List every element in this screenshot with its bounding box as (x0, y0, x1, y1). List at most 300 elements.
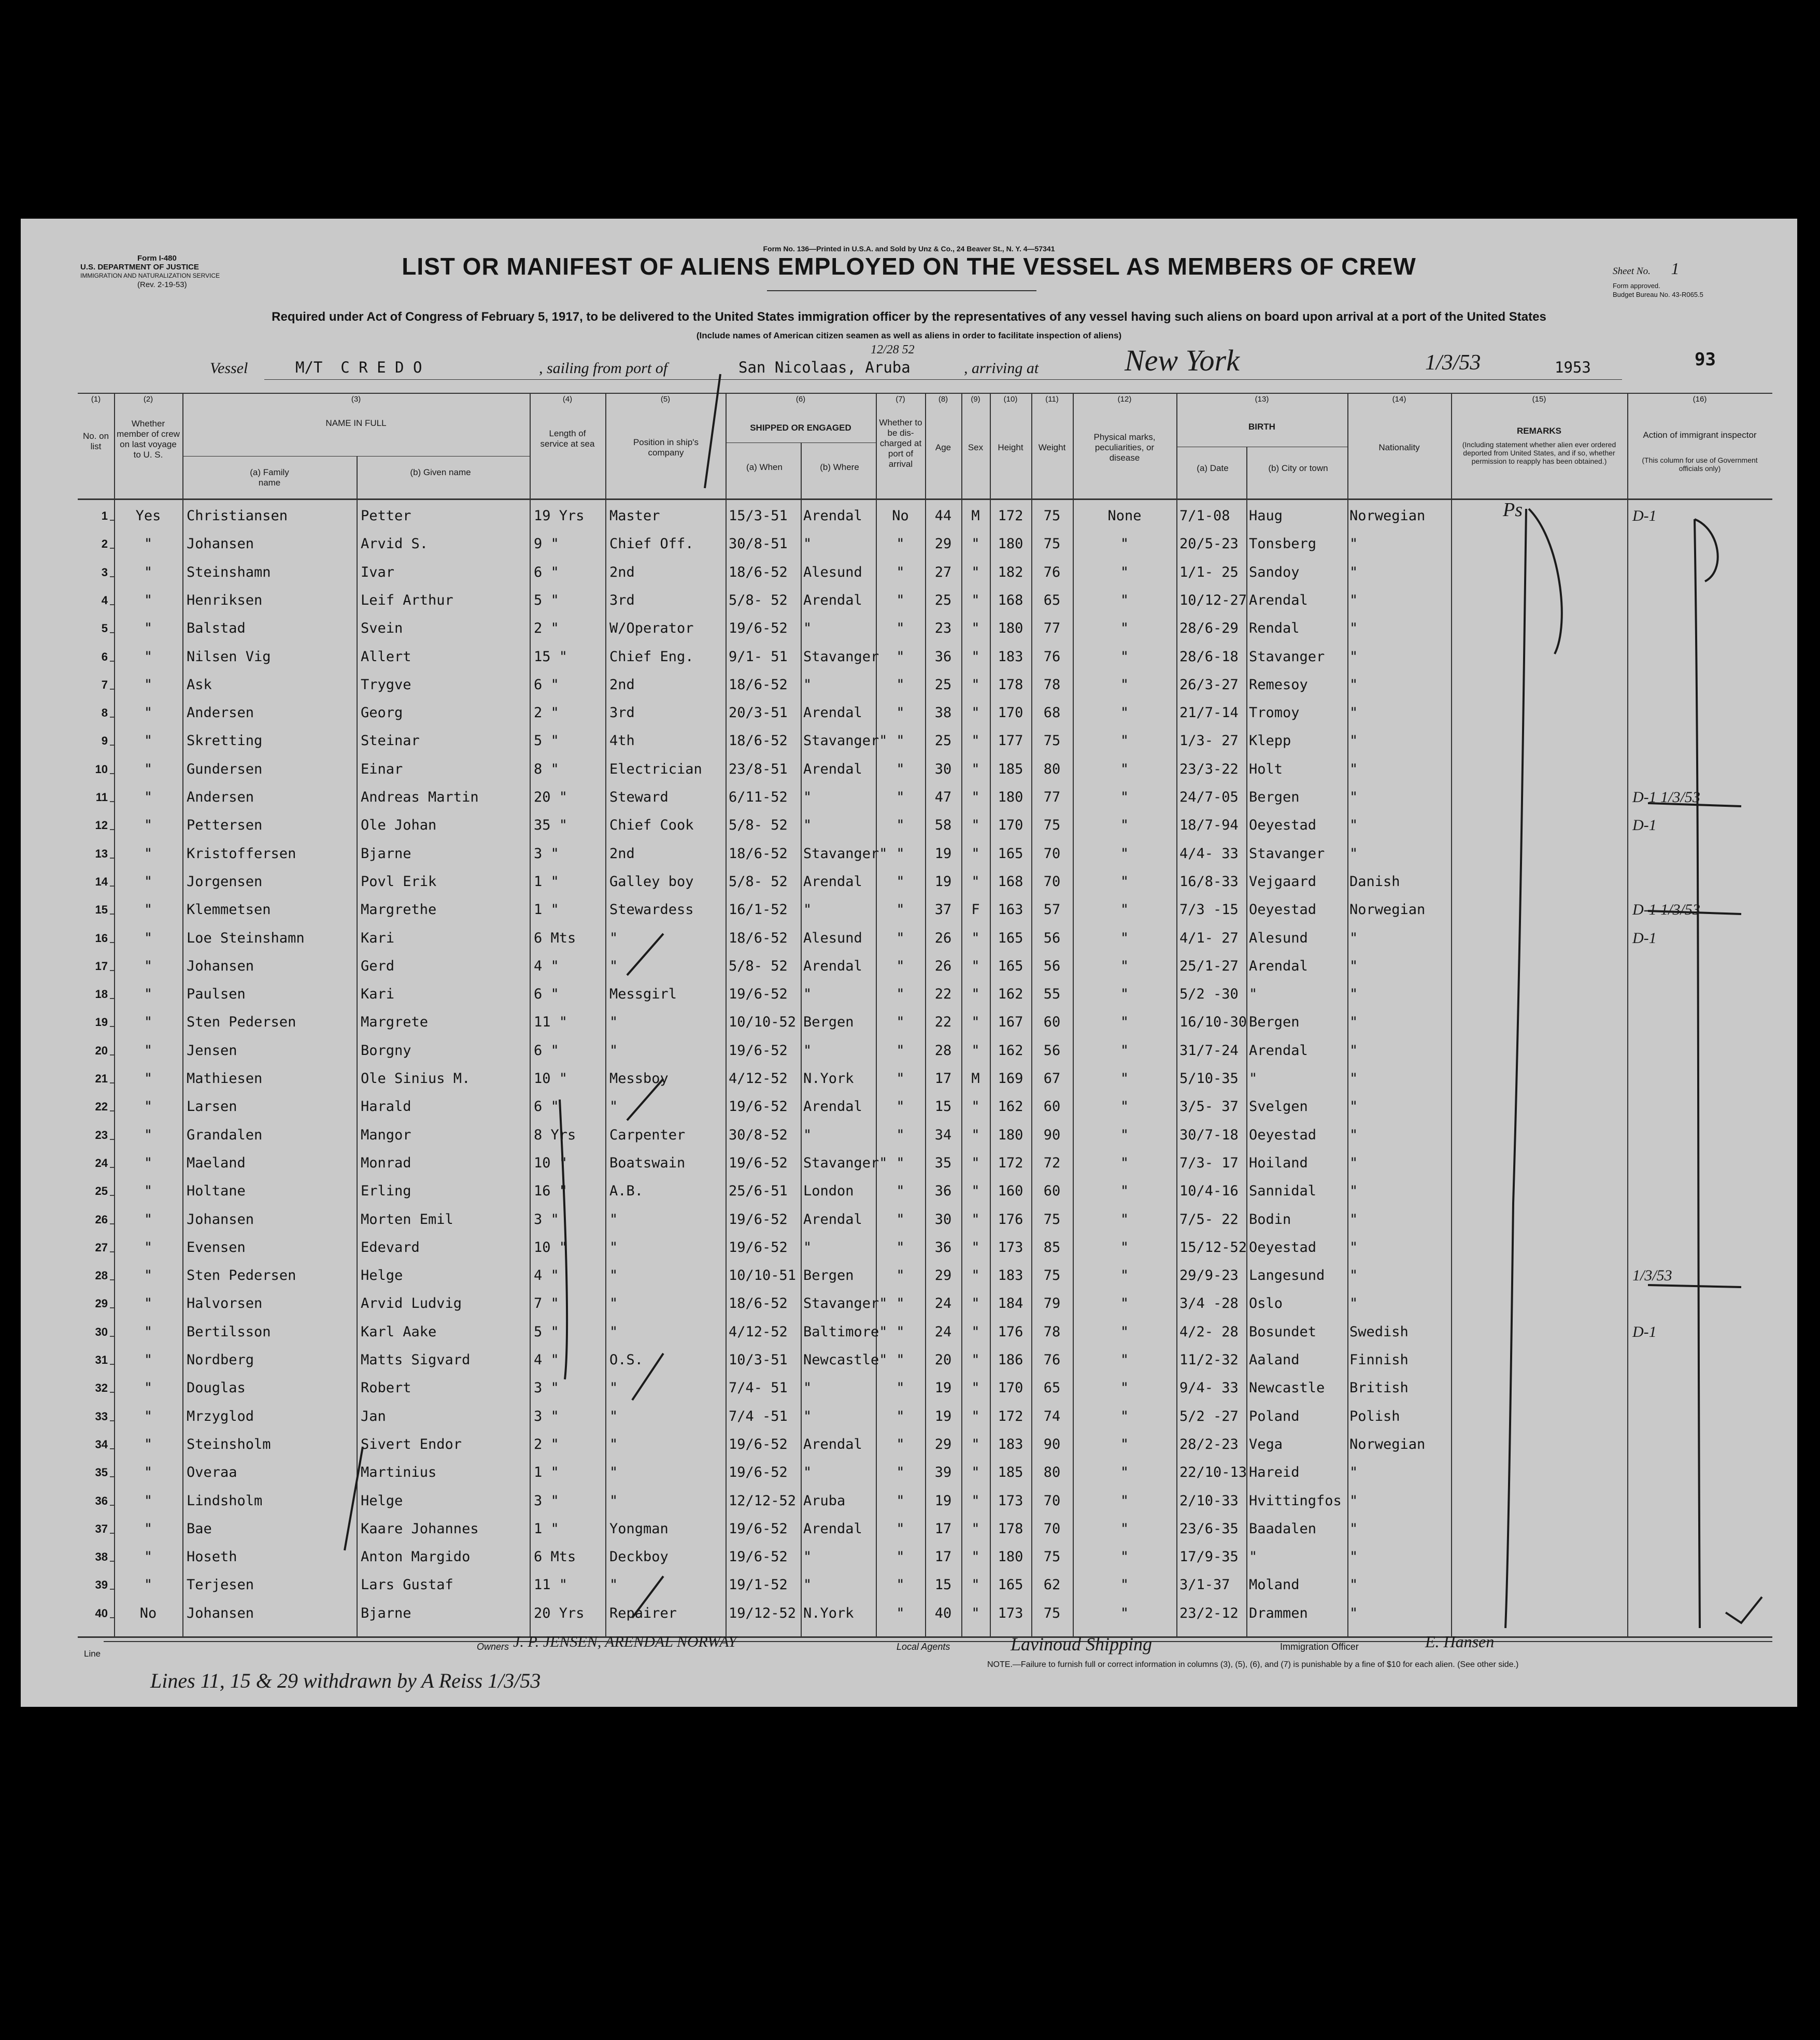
row-disch: " (896, 620, 905, 637)
row-height: 168 (998, 592, 1023, 608)
row-position: " (609, 958, 618, 974)
arriving-label: , arriving at (964, 360, 1039, 377)
strike-line (1648, 1285, 1741, 1287)
row-action: D-1 (1632, 1323, 1657, 1340)
row-where: Alesund (803, 564, 862, 580)
row-age: 36 (934, 1183, 952, 1200)
row-disch: " (896, 592, 905, 608)
row-last: " (144, 845, 153, 862)
row-weight: 78 (1043, 676, 1061, 693)
row-when: 19/6-52 (729, 1436, 788, 1452)
row-last: " (144, 761, 153, 777)
row-disch: " (896, 1549, 905, 1565)
row-given: Harald (361, 1099, 411, 1115)
row-height: 177 (998, 733, 1023, 749)
row-sex: " (971, 1211, 980, 1228)
row-given: Petter (361, 508, 411, 524)
row-btown: Bodin (1249, 1211, 1291, 1228)
row-height: 185 (998, 1464, 1023, 1481)
row-position: " (609, 1464, 618, 1481)
row-bdate: 4/1- 27 (1179, 930, 1239, 946)
col-num: (7) (895, 395, 905, 404)
row-btown: Sandoy (1249, 564, 1300, 580)
col-num: (5) (660, 395, 671, 404)
row-marks: " (1120, 592, 1129, 608)
row-family: Overaa (187, 1464, 237, 1481)
row-service: 6 Mts (534, 930, 576, 946)
row-given: Jan (361, 1408, 386, 1424)
row-disch: " (896, 1071, 905, 1087)
row-position: 2nd (609, 676, 635, 693)
row-where: London (803, 1183, 854, 1200)
row-service: 11 " (534, 1577, 568, 1593)
row-nat: " (1349, 1520, 1358, 1537)
row-position: " (609, 1099, 618, 1115)
row-number: 11 (95, 791, 108, 804)
row-sex: " (971, 1323, 980, 1340)
row-service: 4 " (534, 958, 559, 974)
row-weight: 90 (1043, 1436, 1061, 1452)
row-height: 173 (998, 1492, 1023, 1509)
row-marks: " (1120, 620, 1129, 637)
row-bdate: 20/5-23 (1179, 536, 1239, 552)
row-number: 14 (95, 875, 108, 888)
row-number: 26 (95, 1212, 108, 1226)
date-to: 1/3/53 (1425, 351, 1481, 375)
row-service: 15 " (534, 648, 568, 665)
form-subtitle: Required under Act of Congress of February 5, 1917, to be delivered to the United States immigration officer by the representatives of any vessel having such aliens on board upon arrival at a port of the United States (272, 310, 1546, 324)
port-to: New York (1125, 344, 1240, 377)
row-last: " (144, 873, 153, 890)
row-given: Anton Margido (361, 1549, 471, 1565)
row-bdate: 5/10-35 (1179, 1071, 1239, 1087)
row-nat: Polish (1349, 1408, 1400, 1424)
row-last: " (144, 1323, 153, 1340)
row-bdate: 4/2- 28 (1179, 1323, 1239, 1340)
officer-label: Immigration Officer (1280, 1642, 1359, 1652)
row-where: Aruba (803, 1492, 846, 1509)
row-last: " (144, 536, 153, 552)
row-btown: Arendal (1249, 958, 1308, 974)
row-sex: " (971, 930, 980, 946)
row-last: " (144, 1126, 153, 1143)
row-family: Nordberg (187, 1352, 254, 1368)
row-bdate: 7/3- 17 (1179, 1154, 1239, 1171)
port-from: San Nicolaas, Aruba (738, 359, 911, 376)
year: 1953 (1555, 359, 1591, 376)
row-age: 24 (934, 1323, 952, 1340)
row-nat: " (1349, 1126, 1358, 1143)
row-position: Chief Cook (609, 817, 694, 834)
row-nat: " (1349, 1267, 1358, 1284)
row-family: Jensen (187, 1042, 237, 1059)
row-nat: " (1349, 1492, 1358, 1509)
row-number: 37 (95, 1522, 108, 1535)
row-number: 29 (95, 1297, 108, 1310)
row-marks: " (1120, 1520, 1129, 1537)
row-weight: 65 (1043, 1380, 1061, 1396)
row-family: Andersen (187, 789, 254, 805)
row-weight: 68 (1043, 705, 1061, 721)
row-weight: 56 (1043, 958, 1061, 974)
row-family: Bae (187, 1520, 212, 1537)
remarks-bracket (1505, 509, 1526, 1628)
row-position: Stewardess (609, 902, 694, 918)
row-disch: " (896, 1099, 905, 1115)
stamp-number: 93 (1695, 349, 1716, 370)
row-nat: " (1349, 1549, 1358, 1565)
row-height: 182 (998, 564, 1023, 580)
header-remarks-note: (Including statement whether alien ever ordered deported from United States, and if so, whether permission to reapply has been obtained.) (1462, 440, 1616, 465)
row-number: 34 (95, 1437, 108, 1451)
row-sex: " (971, 733, 980, 749)
form-subtitle-note: (Include names of American citizen seamen as well as aliens in order to facilitate inspection of aliens) (696, 331, 1122, 340)
row-sex: " (971, 1183, 980, 1200)
row-family: Steinshamn (187, 564, 271, 580)
row-position: " (609, 1042, 618, 1059)
row-age: 47 (934, 789, 952, 805)
row-service: 4 " (534, 1267, 559, 1284)
row-family: Bertilsson (187, 1323, 271, 1340)
row-service: 5 " (534, 733, 559, 749)
row-service: 3 " (534, 1211, 559, 1228)
row-bdate: 3/5- 37 (1179, 1099, 1239, 1115)
row-where: N.York (803, 1071, 854, 1087)
row-family: Mathiesen (187, 1071, 263, 1087)
row-bdate: 10/12-27 (1179, 592, 1247, 608)
row-last: " (144, 705, 153, 721)
row-disch: " (896, 873, 905, 890)
row-bdate: 23/3-22 (1179, 761, 1239, 777)
row-bdate: 16/8-33 (1179, 873, 1239, 890)
row-height: 165 (998, 845, 1023, 862)
col-num: (13) (1255, 395, 1269, 404)
row-height: 170 (998, 817, 1023, 834)
row-sex: " (971, 676, 980, 693)
row-where: Arendal (803, 1099, 862, 1115)
row-age: 15 (934, 1577, 952, 1593)
row-family: Johansen (187, 958, 254, 974)
row-height: 180 (998, 1126, 1023, 1143)
header-nationality: Nationality (1378, 443, 1420, 452)
row-marks: " (1120, 1211, 1129, 1228)
row-when: 19/12-52 (729, 1605, 797, 1621)
row-btown: Alesund (1249, 930, 1308, 946)
row-nat: " (1349, 1042, 1358, 1059)
row-sex: " (971, 648, 980, 665)
row-given: Monrad (361, 1154, 411, 1171)
row-where: Arendal (803, 1436, 862, 1452)
row-btown: Oeyestad (1249, 817, 1317, 834)
row-marks: " (1120, 1436, 1129, 1452)
row-btown: Tromoy (1249, 705, 1300, 721)
header-physical-marks: Physical marks, peculiarities, or disease (1093, 432, 1156, 463)
row-sex: " (971, 1126, 980, 1143)
row-number: 40 (95, 1606, 108, 1620)
row-weight: 75 (1043, 1605, 1061, 1621)
row-weight: 60 (1043, 1099, 1061, 1115)
row-given: Andreas Martin (361, 789, 479, 805)
row-btown: Newcastle (1249, 1380, 1325, 1396)
row-number: 39 (95, 1578, 108, 1592)
row-last: " (144, 676, 153, 693)
row-bdate: 2/10-33 (1179, 1492, 1239, 1509)
row-age: 29 (934, 1436, 952, 1452)
row-last: " (144, 1436, 153, 1452)
row-disch: " (896, 564, 905, 580)
row-position: Messgirl (609, 986, 677, 1003)
row-age: 39 (934, 1464, 952, 1481)
header-birth-town: (b) City or town (1268, 463, 1328, 473)
row-given: Ivar (361, 564, 395, 580)
row-marks: " (1120, 1605, 1129, 1621)
header-shipped-engaged: SHIPPED OR ENGAGED (750, 423, 851, 433)
row-position: " (609, 1492, 618, 1509)
col-num: (4) (562, 395, 573, 404)
row-height: 173 (998, 1239, 1023, 1256)
row-position: Repairer (609, 1605, 677, 1621)
row-weight: 70 (1043, 873, 1061, 890)
row-bdate: 3/4 -28 (1179, 1295, 1239, 1312)
row-last: Yes (135, 508, 161, 524)
row-bdate: 23/6-35 (1179, 1520, 1239, 1537)
row-btown: Drammen (1249, 1605, 1308, 1621)
row-given: Gerd (361, 958, 395, 974)
row-marks: " (1120, 930, 1129, 946)
row-nat: " (1349, 761, 1358, 777)
row-number: 12 (95, 819, 108, 832)
row-last: " (144, 789, 153, 805)
position-check (632, 1576, 663, 1618)
row-where: " (803, 1464, 812, 1481)
row-disch: " (896, 1154, 905, 1171)
row-when: 10/10-51 (729, 1267, 797, 1284)
row-weight: 70 (1043, 1520, 1061, 1537)
row-position: 3rd (609, 592, 635, 608)
row-age: 38 (934, 705, 952, 721)
row-where: Arendal (803, 761, 862, 777)
row-height: 162 (998, 1042, 1023, 1059)
row-when: 19/6-52 (729, 1549, 788, 1565)
row-service: 8 Yrs (534, 1126, 576, 1143)
row-when: 5/8- 52 (729, 817, 788, 834)
row-when: 19/6-52 (729, 1464, 788, 1481)
row-marks: " (1120, 1295, 1129, 1312)
row-bdate: 1/3- 27 (1179, 733, 1239, 749)
row-btown: Holt (1249, 761, 1283, 777)
row-where: Arendal (803, 705, 862, 721)
row-weight: 80 (1043, 1464, 1061, 1481)
header-action-note: (This column for use of Government officials only) (1642, 456, 1758, 473)
row-number: 24 (95, 1156, 108, 1169)
row-given: Ole Sinius M. (361, 1071, 471, 1087)
row-given: Matts Sigvard (361, 1352, 471, 1368)
row-age: 19 (934, 1380, 952, 1396)
row-last: " (144, 1492, 153, 1509)
row-disch: " (896, 1183, 905, 1200)
row-sex: " (971, 1154, 980, 1171)
header-family-name: (a) Family name (250, 467, 289, 488)
row-family: Halvorsen (187, 1295, 263, 1312)
row-nat: Norwegian (1349, 902, 1426, 918)
row-height: 167 (998, 1014, 1023, 1031)
row-given: Georg (361, 705, 403, 721)
row-bdate: 15/12-52 (1179, 1239, 1247, 1256)
row-bdate: 7/3 -15 (1179, 902, 1239, 918)
strike-line (1648, 803, 1741, 806)
col-num: (1) (91, 395, 101, 404)
row-when: 5/8- 52 (729, 958, 788, 974)
col-num: (9) (971, 395, 980, 404)
row-family: Paulsen (187, 986, 246, 1003)
action-hook (1695, 519, 1718, 581)
row-nat: " (1349, 564, 1358, 580)
row-last: " (144, 1154, 153, 1171)
row-where: " (803, 1239, 812, 1256)
officer-signature: E. Hansen (1425, 1632, 1495, 1651)
row-family: Skretting (187, 733, 263, 749)
row-sex: F (971, 902, 980, 918)
row-family: Gundersen (187, 761, 263, 777)
row-number: 13 (95, 847, 108, 860)
row-height: 183 (998, 648, 1023, 665)
row-where: Stavanger" (803, 845, 888, 862)
row-action: D-1 (1632, 929, 1657, 947)
vessel-label: Vessel (210, 360, 248, 377)
row-disch: " (896, 1464, 905, 1481)
row-number: 35 (95, 1466, 108, 1479)
row-age: 27 (934, 564, 952, 580)
row-when: 30/8-51 (729, 536, 788, 552)
name-check-line (345, 1447, 363, 1550)
row-nat: " (1349, 1295, 1358, 1312)
row-service: 1 " (534, 1520, 559, 1537)
row-where: " (803, 1408, 812, 1424)
row-position: " (609, 1014, 618, 1031)
row-bdate: 28/6-29 (1179, 620, 1239, 637)
row-age: 19 (934, 1408, 952, 1424)
line-label: Line (84, 1649, 101, 1659)
row-bdate: 28/6-18 (1179, 648, 1239, 665)
row-last: " (144, 817, 153, 834)
row-last: " (144, 1295, 153, 1312)
row-height: 162 (998, 1099, 1023, 1115)
row-position: Carpenter (609, 1126, 686, 1143)
row-height: 186 (998, 1352, 1023, 1368)
row-sex: M (971, 1071, 980, 1087)
row-disch: " (896, 902, 905, 918)
row-marks: " (1120, 1071, 1129, 1087)
row-disch: " (896, 845, 905, 862)
row-given: Kari (361, 930, 395, 946)
row-number: 20 (95, 1044, 108, 1057)
row-where: Stavanger" (803, 1295, 888, 1312)
row-btown: Remesoy (1249, 676, 1308, 693)
row-weight: 78 (1043, 1323, 1061, 1340)
row-family: Andersen (187, 705, 254, 721)
row-height: 185 (998, 761, 1023, 777)
row-disch: " (896, 1577, 905, 1593)
row-sex: " (971, 1464, 980, 1481)
row-where: Arendal (803, 1520, 862, 1537)
row-weight: 60 (1043, 1183, 1061, 1200)
row-given: Steinar (361, 733, 420, 749)
row-bdate: 11/2-32 (1179, 1352, 1239, 1368)
form-approved: Form approved. (1613, 282, 1660, 290)
budget-number: Budget Bureau No. 43-R065.5 (1613, 291, 1703, 298)
row-marks: " (1120, 676, 1129, 693)
row-age: 22 (934, 1014, 952, 1031)
row-given: Margrete (361, 1014, 429, 1031)
row-marks: " (1120, 564, 1129, 580)
department: U.S. DEPARTMENT OF JUSTICE (80, 263, 199, 272)
row-marks: " (1120, 817, 1129, 834)
row-nat: " (1349, 930, 1358, 946)
row-service: 3 " (534, 1408, 559, 1424)
row-weight: 70 (1043, 1492, 1061, 1509)
row-when: 9/1- 51 (729, 648, 788, 665)
row-when: 10/10-52 (729, 1014, 797, 1031)
row-bdate: 7/1-08 (1179, 508, 1230, 524)
row-sex: " (971, 1295, 980, 1312)
row-bdate: 4/4- 33 (1179, 845, 1239, 862)
row-bdate: 18/7-94 (1179, 817, 1239, 834)
row-last: " (144, 620, 153, 637)
row-when: 18/6-52 (729, 676, 788, 693)
row-last: " (144, 1211, 153, 1228)
row-age: 29 (934, 536, 952, 552)
col-num: (14) (1392, 395, 1406, 404)
row-position: " (609, 930, 618, 946)
row-disch: " (896, 1352, 905, 1368)
row-when: 7/4 -51 (729, 1408, 788, 1424)
row-sex: " (971, 873, 980, 890)
row-sex: " (971, 1380, 980, 1396)
row-position: 2nd (609, 564, 635, 580)
row-service: 10 " (534, 1071, 568, 1087)
row-when: 19/6-52 (729, 1211, 788, 1228)
row-nat: " (1349, 1014, 1358, 1031)
row-where: Alesund (803, 930, 862, 946)
row-service: 1 " (534, 902, 559, 918)
row-last: " (144, 1408, 153, 1424)
row-when: 10/3-51 (729, 1352, 788, 1368)
row-position: " (609, 1577, 618, 1593)
row-service: 10 " (534, 1239, 568, 1256)
row-marks: " (1120, 1577, 1129, 1593)
position-check (627, 1079, 663, 1120)
row-marks: " (1120, 1267, 1129, 1284)
row-position: Electrician (609, 761, 702, 777)
row-family: Sten Pedersen (187, 1014, 296, 1031)
row-disch: " (896, 1380, 905, 1396)
row-where: Newcastle" (803, 1352, 888, 1368)
row-family: Loe Steinshamn (187, 930, 305, 946)
row-height: 172 (998, 508, 1023, 524)
row-weight: 76 (1043, 1352, 1061, 1368)
row-given: Bjarne (361, 845, 411, 862)
row-weight: 74 (1043, 1408, 1061, 1424)
row-btown: Sannidal (1249, 1183, 1317, 1200)
header-sex: Sex (968, 443, 984, 452)
row-family: Jorgensen (187, 873, 263, 890)
row-sex: " (971, 1014, 980, 1031)
row-where: Bergen (803, 1014, 854, 1031)
row-number: 7 (101, 678, 108, 691)
position-check (627, 934, 663, 975)
row-sex: " (971, 1408, 980, 1424)
row-given: Helge (361, 1492, 403, 1509)
